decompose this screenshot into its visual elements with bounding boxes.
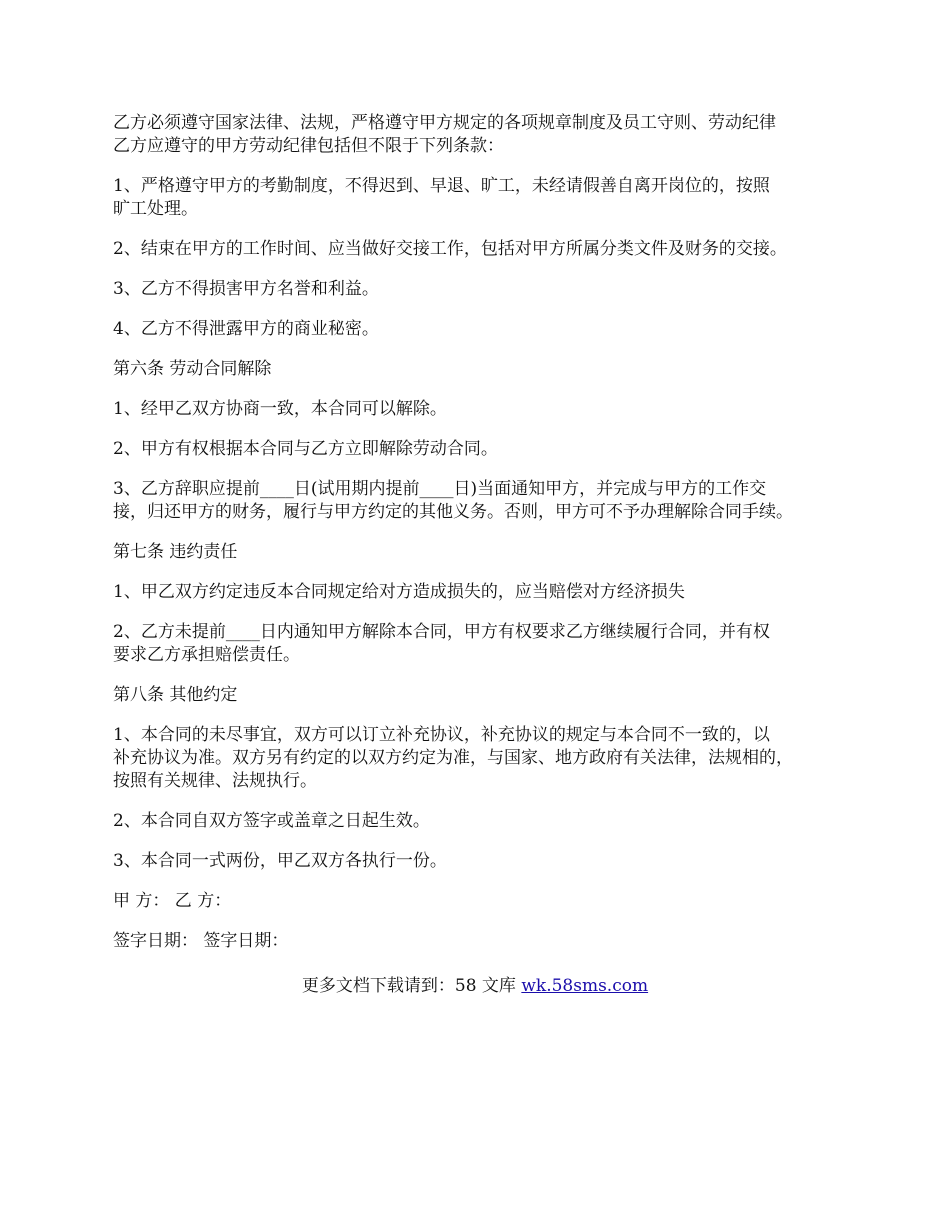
text-line: 第八条 其他约定 bbox=[113, 685, 238, 705]
text-line: 第六条 劳动合同解除 bbox=[113, 359, 272, 379]
clause-notice-breach bbox=[113, 621, 853, 667]
footer bbox=[0, 975, 950, 998]
text-line: 1、经甲乙双方协商一致，本合同可以解除。 bbox=[113, 399, 447, 419]
clause-copies bbox=[113, 850, 853, 873]
text-line: 补充协议为准。双方另有约定的以双方约定为准，与国家、地方政府有关法律，法规相的， bbox=[113, 748, 793, 768]
text-line: 第七条 违约责任 bbox=[113, 542, 238, 562]
section-heading-article-7 bbox=[113, 541, 853, 564]
clause-reputation bbox=[113, 278, 853, 301]
text-line: 甲 方： 乙 方： bbox=[113, 891, 232, 911]
clause-party-a-termination bbox=[113, 438, 853, 461]
text-line: 4、乙方不得泄露甲方的商业秘密。 bbox=[113, 319, 379, 339]
footer-link[interactable]: wk.58sms.com bbox=[521, 976, 649, 996]
text-line: 要求乙方承担赔偿责任。 bbox=[113, 645, 300, 665]
clause-supplementary-agreement bbox=[113, 724, 853, 793]
text-line: 1、严格遵守甲方的考勤制度，不得迟到、早退、旷工，未经请假善自离开岗位的，按照 bbox=[113, 176, 770, 196]
text-line: 2、本合同自双方签字或盖章之日起生效。 bbox=[113, 811, 430, 831]
section-heading-article-6 bbox=[113, 358, 853, 381]
text-line: 接，归还甲方的财务，履行与甲方约定的其他义务。否则，甲方可不予办理解除合同手续。 bbox=[113, 502, 793, 522]
text-line: 签字日期： 签字日期： bbox=[113, 931, 289, 951]
text-line: 2、结束在甲方的工作时间、应当做好交接工作，包括对甲方所属分类文件及财务的交接。 bbox=[113, 239, 787, 259]
clause-mutual-termination bbox=[113, 398, 853, 421]
text-line: 旷工处理。 bbox=[113, 199, 198, 219]
clause-trade-secret bbox=[113, 318, 853, 341]
document-body bbox=[113, 112, 853, 970]
text-line: 乙方应遵守的甲方劳动纪律包括但不限于下列条款： bbox=[113, 136, 504, 156]
text-line: 3、本合同一式两份，甲乙双方各执行一份。 bbox=[113, 851, 447, 871]
text-line: 乙方必须遵守国家法律、法规，严格遵守甲方规定的各项规章制度及员工守则、劳动纪律 bbox=[113, 113, 776, 133]
signature-dates bbox=[113, 930, 853, 953]
clause-compensation bbox=[113, 581, 853, 604]
section-heading-article-8 bbox=[113, 684, 853, 707]
text-line: 按照有关规律、法规执行。 bbox=[113, 771, 317, 791]
clause-resignation-notice bbox=[113, 478, 853, 524]
text-line: 2、乙方未提前____日内通知甲方解除本合同，甲方有权要求乙方继续履行合同，并有权 bbox=[113, 622, 770, 642]
clause-effective-date bbox=[113, 810, 853, 833]
text-line: 3、乙方不得损害甲方名誉和利益。 bbox=[113, 279, 379, 299]
paragraph-labor-discipline bbox=[113, 112, 853, 158]
text-line: 2、甲方有权根据本合同与乙方立即解除劳动合同。 bbox=[113, 439, 498, 459]
text-line: 3、乙方辞职应提前____日(试用期内提前____日)当面通知甲方，并完成与甲方的工作交 bbox=[113, 479, 767, 499]
clause-handover bbox=[113, 238, 853, 261]
clause-attendance bbox=[113, 175, 853, 221]
footer-text: 更多文档下载请到：58 文库 bbox=[301, 976, 522, 996]
signature-parties bbox=[113, 890, 853, 913]
text-line: 1、本合同的未尽事宜，双方可以订立补充协议，补充协议的规定与本合同不一致的，以 bbox=[113, 725, 770, 745]
text-line: 1、甲乙双方约定违反本合同规定给对方造成损失的，应当赔偿对方经济损失 bbox=[113, 582, 685, 602]
